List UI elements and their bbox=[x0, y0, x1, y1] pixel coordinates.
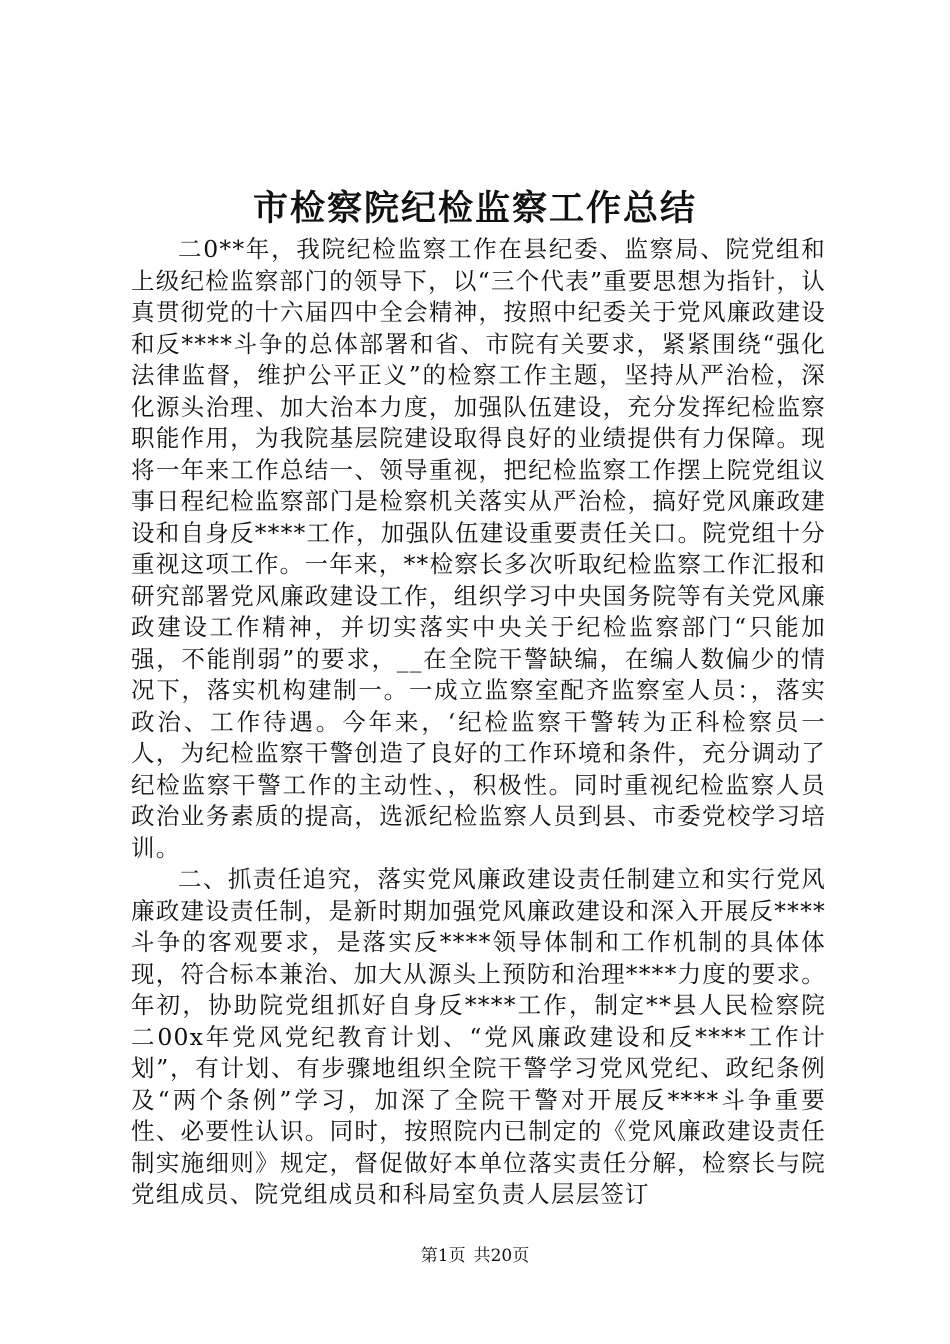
page-total: 共20页 bbox=[473, 1246, 530, 1266]
document-title: 市检察院纪检监察工作总结 bbox=[252, 188, 697, 229]
body-paragraph-2: 二、抓责任追究，落实党风廉政建设责任制建立和实行党风廉政建设责任制，是新时期加强党风廉政建设和深入开展反****斗争的客观要求，是落实反****领导体制和工作机制的具体体现，符合标本兼治、加大从源头上预防和治理****力度的要求。年初，协助院党组抓好自身反****工作，制定**县人民检察院二00x年党风党纪教育计划、“党风廉政建设和反****工作计划”，有计划、有步骤地组织全院干警学习党风党纪、政纪条例及“两个条例”学习，加深了全院干警对开展反****斗争重要性、必要性认识。同时，按照院内已制定的《党风廉政建设责任制实施细则》规定，督促做好本单位落实责任分解，检察长与院党组成员、院党组成员和科局室负责人层层签订 bbox=[131, 865, 826, 1208]
document-body bbox=[131, 234, 826, 1211]
body-paragraph-1: 二0**年，我院纪检监察工作在县纪委、监察局、院党组和上级纪检监察部门的领导下，以“三个代表”重要思想为指针，认真贯彻党的十六届四中全会精神，按照中纪委关于党风廉政建设和反****斗争的总体部署和省、市院有关要求，紧紧围绕“强化法律监督，维护公平正义”的检察工作主题，坚持从严治检，深化源头治理、加大治本力度，加强队伍建设，充分发挥纪检监察职能作用，为我院基层院建设取得良好的业绩提供有力保障。现将一年来工作总结一、领导重视，把纪检监察工作摆上院党组议事日程纪检监察部门是检察机关落实从严治检，搞好党风廉政建设和自身反****工作，加强队伍建设重要责任关口。院党组十分重视这项工作。一年来，**检察长多次听取纪检监察工作汇报和研究部署党风廉政建设工作，组织学习中央国务院等有关党风廉政建设工作精神，并切实落实中央关于纪检监察部门“只能加强，不能削弱”的要求，__在全院干警缺编，在编人数偏少的情况下，落实机构建制一。一成立监察室配齐监察室人员：，落实政治、工作待遇。今年来，‘纪检监察干警转为正科检察员一人，为纪检监察干警创造了良好的工作环境和条件，充分调动了纪检监察干警工作的主动性、，积极性。同时重视纪检监察人员政治业务素质的提高，选派纪检监察人员到县、市委党校学习培训。 bbox=[131, 235, 826, 862]
page-footer bbox=[0, 1245, 950, 1267]
page-number: 第1页 bbox=[420, 1246, 466, 1266]
